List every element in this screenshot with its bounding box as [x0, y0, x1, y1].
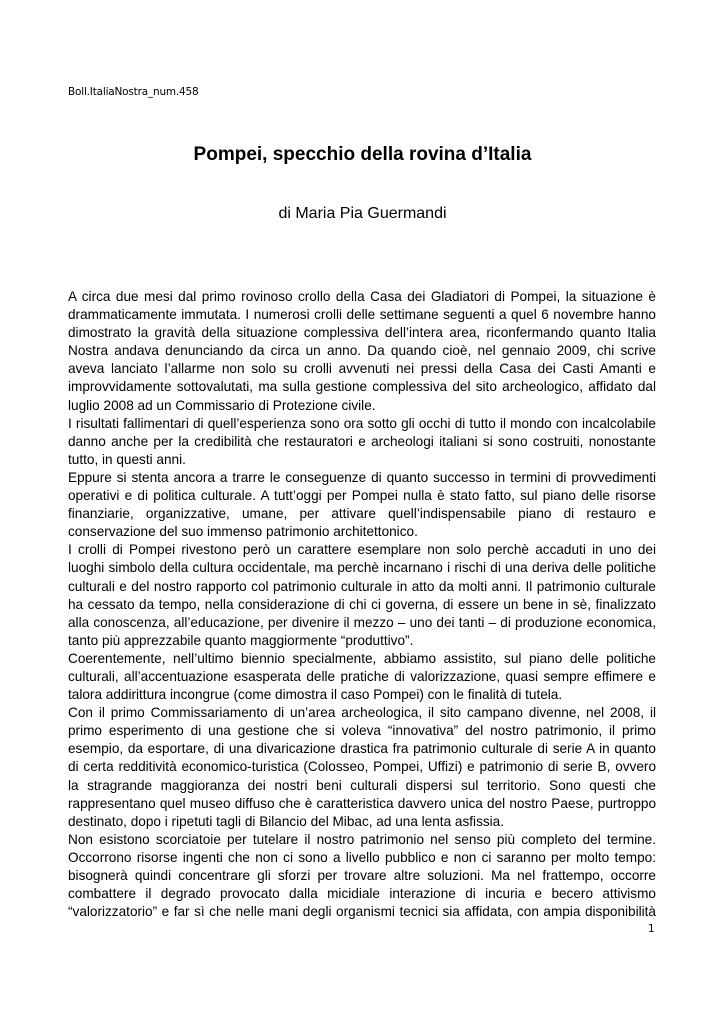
- page-number: 1: [648, 923, 655, 935]
- paragraph: Coerentemente, nell’ultimo biennio specialmente, abbiamo assistito, sul piano delle politiche culturali, all’accentuazione esasperata delle pratiche di valorizzazione, quasi sempre effimere e talora addirittura incongrue (come dimostra il caso Pompei) con le finalità di tutela.: [68, 650, 656, 703]
- article-author: di Maria Pia Guermandi: [278, 205, 447, 222]
- paragraph: I crolli di Pompei rivestono però un carattere esemplare non solo perchè accaduti in uno dei luoghi simbolo della cultura occidentale, ma perchè incarnano i rischi di una deriva delle politiche culturali e del nostro rapporto col patrimonio culturale in atto da molti anni. Il patrimonio culturale ha cessato da tempo, nella considerazione di chi ci governa, di essere un bene in sè, finalizzato alla conoscenza, all’educazione, per divenire il mezzo – uno dei tanti – di produzione economica, tanto più apprezzabile quanto maggiormente “produttivo”.: [68, 542, 656, 648]
- paragraph: Con il primo Commissariamento di un’area archeologica, il sito campano divenne, nel 2008, il primo esperimento di una gestione che si voleva “innovativa” del nostro patrimonio, il primo esempio, da esportare, di una divaricazione drastica fra patrimonio culturale di serie A in quanto di certa redditività economico-turistica (Colosseo, Pompei, Uffizi) e patrimonio di serie B, ovvero la stragrande maggioranza dei nostri beni culturali dispersi sul territorio. Sono questi che rappresentano quel museo diffuso che è caratteristica davvero unica del nostro Paese, purtroppo destinato, dopo i ripetuti tagli di Bilancio del Mibac, ad una lenta asfissia.: [68, 705, 656, 829]
- paragraph: A circa due mesi dal primo rovinoso crollo della Casa dei Gladiatori di Pompei, la situazione è drammaticamente immutata. I numerosi crolli delle settimane seguenti a quel 6 novembre hanno dimostrato la gravità della situazione complessiva dell’intera area, riconfermando quanto Italia Nostra andava denunciando da circa un anno. Da quando cioè, nel gennaio 2009, chi scrive aveva lanciato l’allarme non solo su crolli avvenuti nei pressi della Casa dei Casti Amanti e improvvidamente sottovalutati, ma sulla gestione complessiva del sito archeologico, affidato dal luglio 2008 ad un Commissario di Protezione civile.: [68, 289, 656, 413]
- paragraph: I risultati fallimentari di quell’esperienza sono ora sotto gli occhi di tutto il mondo con incalcolabile danno anche per la credibilità che restauratori e archeologi italiani si sono costruiti, nonostante tutto, in questi anni.: [68, 415, 656, 467]
- bulletin-reference: Boll.ItaliaNostra_num.458: [68, 86, 199, 98]
- article-body: [68, 288, 656, 921]
- paragraph: Non esistono scorciatoie per tutelare il nostro patrimonio nel senso più completo del termine. Occorrono risorse ingenti che non ci sono a livello pubblico e non ci saranno per molto tempo: bisognerà quindi concentrare gli sforzi per trovare altre soluzioni. Ma nel frattempo, occorre combattere il degrado provocato dalla micidiale interazione di incuria e becero attivismo “valorizzatorio” e far sì che nelle mani degli organismi tecnici sia affidata, con ampia disponibilità: [68, 831, 656, 920]
- paragraph: Eppure si stenta ancora a trarre le conseguenze di quanto successo in termini di provvedimenti operativi e di politica culturale. A tutt’oggi per Pompei nulla è stato fatto, sul piano delle risorse finanziarie, organizzative, umane, per attivare quell’indispensabile piano di restauro e conservazione del suo immenso patrimonio architettonico.: [68, 469, 656, 540]
- article-title: Pompei, specchio della rovina d’Italia: [193, 144, 532, 165]
